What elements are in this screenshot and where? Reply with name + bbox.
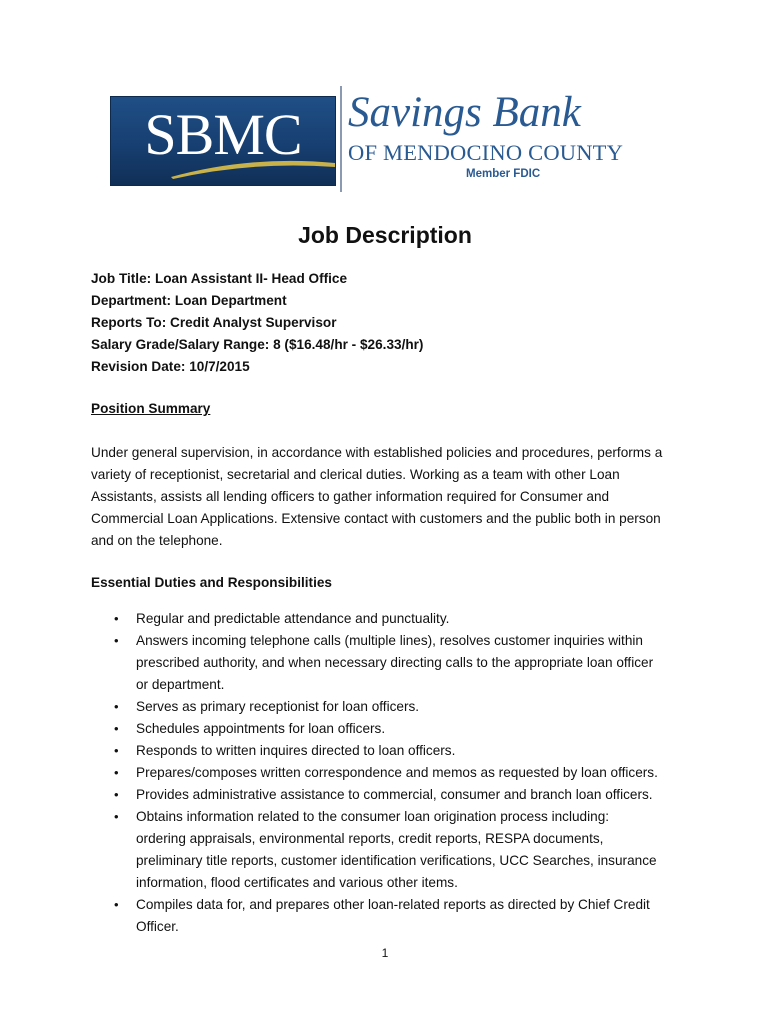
bullet-icon: • [114, 721, 119, 736]
page-title: Job Description [298, 222, 472, 248]
bullet-icon: • [114, 809, 119, 824]
logo-fdic-label: Member FDIC [466, 168, 541, 180]
page-number: 1 [381, 946, 389, 960]
sbmc-logo [108, 86, 668, 192]
job-meta-block [91, 268, 691, 378]
summary-line: Assistants, assists all lending officers to gather information required for Consumer and [91, 489, 610, 504]
summary-line: and on the telephone. [91, 533, 223, 548]
bullet-icon: • [114, 897, 119, 912]
bullet-icon: • [114, 787, 119, 802]
bullet-icon: • [114, 743, 119, 758]
duty-text: Answers incoming telephone calls (multiple lines), resolves customer inquiries within [136, 633, 643, 648]
job-meta-line: Job Title: Loan Assistant II- Head Office [91, 271, 348, 286]
logo-bank-subtitle: OF MENDOCINO COUNTY [348, 140, 624, 165]
logo-divider [340, 86, 342, 192]
list-item [91, 696, 691, 718]
list-item [91, 762, 691, 784]
logo-swoosh-icon [111, 97, 335, 185]
bullet-icon: • [114, 765, 119, 780]
duty-text: or department. [136, 677, 225, 692]
list-item [91, 608, 691, 630]
duties-heading: Essential Duties and Responsibilities [91, 575, 332, 590]
duty-text: Regular and predictable attendance and punctuality. [136, 611, 450, 626]
list-item [91, 740, 691, 762]
duty-text: Responds to written inquires directed to loan officers. [136, 743, 456, 758]
duty-text: Compiles data for, and prepares other loan-related reports as directed by Chief Credit [136, 897, 650, 912]
duty-text: preliminary title reports, customer identification verifications, UCC Searches, insurance [136, 853, 657, 868]
duty-text: Schedules appointments for loan officers. [136, 721, 386, 736]
job-meta-line: Reports To: Credit Analyst Supervisor [91, 315, 337, 330]
duty-text: Officer. [136, 919, 179, 934]
duty-text: Prepares/composes written correspondence and memos as requested by loan officers. [136, 765, 658, 780]
duty-text: Obtains information related to the consumer loan origination process including: [136, 809, 610, 824]
list-item [91, 630, 691, 696]
list-item [91, 806, 691, 894]
bullet-icon: • [114, 611, 119, 626]
duty-text: Serves as primary receptionist for loan officers. [136, 699, 420, 714]
duty-text: information, flood certificates and various other items. [136, 875, 458, 890]
list-item [91, 894, 691, 938]
list-item [91, 718, 691, 740]
duty-text: ordering appraisals, environmental reports, credit reports, RESPA documents, [136, 831, 604, 846]
duty-text: prescribed authority, and when necessary directing calls to the appropriate loan officer [136, 655, 654, 670]
position-summary-paragraph [91, 442, 691, 552]
list-item [91, 784, 691, 806]
logo-emblem-text: SBMC [144, 102, 302, 167]
bullet-icon: • [114, 633, 119, 648]
job-meta-line: Revision Date: 10/7/2015 [91, 359, 250, 374]
job-meta-line: Department: Loan Department [91, 293, 287, 308]
summary-line: Commercial Loan Applications. Extensive contact with customers and the public both in person [91, 511, 661, 526]
duty-text: Provides administrative assistance to commercial, consumer and branch loan officers. [136, 787, 653, 802]
summary-line: variety of receptionist, secretarial and clerical duties. Working as a team with other Loan [91, 467, 620, 482]
logo-emblem [110, 96, 336, 186]
bullet-icon: • [114, 699, 119, 714]
position-summary-heading: Position Summary [91, 401, 211, 416]
job-meta-line: Salary Grade/Salary Range: 8 ($16.48/hr - $26.33/hr) [91, 337, 424, 352]
summary-line: Under general supervision, in accordance with established policies and procedures, performs a [91, 445, 663, 460]
duties-list [91, 608, 691, 938]
logo-bank-name: Savings Bank [348, 89, 581, 136]
